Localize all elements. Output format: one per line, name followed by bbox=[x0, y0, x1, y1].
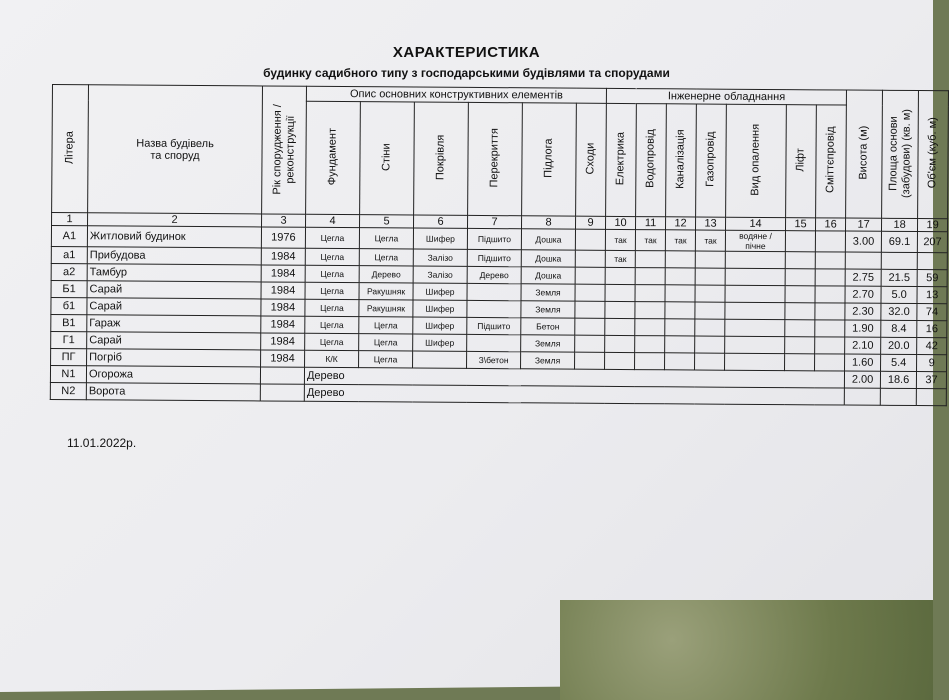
cell-sewer: так bbox=[665, 230, 695, 251]
cell-ceiling bbox=[467, 300, 521, 317]
cell-name: Гараж bbox=[87, 315, 261, 333]
cell-volume: 16 bbox=[917, 321, 947, 338]
cell-water bbox=[635, 251, 665, 268]
cell-year: 1976 bbox=[261, 227, 305, 248]
cell-ceiling: З\бетон bbox=[467, 351, 521, 368]
cell-lift bbox=[785, 354, 815, 371]
cell-garbage bbox=[815, 286, 845, 303]
cell-ceiling: Підшито bbox=[467, 249, 521, 266]
cell-water bbox=[635, 302, 665, 319]
cell-year: 1984 bbox=[261, 316, 305, 333]
cell-volume bbox=[917, 253, 947, 270]
cell-foundation: Цегла bbox=[305, 316, 359, 333]
header-ceiling: Перекриття bbox=[468, 102, 523, 215]
cell-sewer bbox=[665, 285, 695, 302]
cell-foundation: Цегла bbox=[305, 248, 359, 265]
column-number: 17 bbox=[846, 218, 882, 231]
cell-ceiling: Підшито bbox=[467, 317, 521, 334]
cell-walls: Ракушняк bbox=[359, 283, 413, 300]
cell-walls: Цегла bbox=[359, 249, 413, 266]
cell-year bbox=[260, 367, 304, 384]
column-number: 1 bbox=[52, 213, 88, 226]
cell-floor: Дошка bbox=[521, 250, 575, 267]
cell-heating bbox=[725, 285, 785, 302]
cell-year: 1984 bbox=[261, 282, 305, 299]
cell-floor: Дошка bbox=[521, 267, 575, 284]
column-number: 9 bbox=[575, 216, 605, 229]
column-number: 12 bbox=[666, 217, 696, 230]
cell-name: Сарай bbox=[87, 332, 261, 350]
cell-walls: Цегла bbox=[359, 351, 413, 368]
column-number: 4 bbox=[306, 214, 360, 227]
header-year: Рік спорудження / реконструкції bbox=[262, 86, 307, 214]
cell-garbage bbox=[815, 320, 845, 337]
cell-stairs bbox=[575, 229, 605, 250]
cell-area: 5.4 bbox=[881, 354, 917, 371]
header-floor: Підлога bbox=[522, 103, 577, 216]
cell-litera: А1 bbox=[51, 226, 87, 247]
cell-garbage bbox=[815, 269, 845, 286]
cell-electric bbox=[605, 318, 635, 335]
cell-name: Прибудова bbox=[87, 247, 261, 265]
column-number: 6 bbox=[414, 215, 468, 228]
header-walls: Стіни bbox=[360, 102, 415, 215]
cell-electric bbox=[605, 284, 635, 301]
cell-water bbox=[635, 285, 665, 302]
cell-gas bbox=[695, 302, 725, 319]
cell-floor: Дошка bbox=[521, 229, 575, 250]
header-litera: Літера bbox=[52, 85, 89, 213]
cell-floor: Земля bbox=[521, 284, 575, 301]
cell-material: Дерево bbox=[304, 367, 844, 388]
cell-gas bbox=[695, 285, 725, 302]
cell-lift bbox=[785, 252, 815, 269]
header-volume: Об'єм (куб. м) bbox=[918, 91, 949, 219]
cell-garbage bbox=[815, 252, 845, 269]
header-stairs: Сходи bbox=[576, 103, 607, 216]
cell-area: 8.4 bbox=[881, 320, 917, 337]
cell-gas bbox=[695, 353, 725, 370]
cell-electric: так bbox=[605, 250, 635, 267]
background-fabric bbox=[560, 600, 933, 700]
cell-stairs bbox=[575, 352, 605, 369]
cell-gas: так bbox=[695, 230, 725, 251]
cell-year: 1984 bbox=[261, 333, 305, 350]
cell-litera: Б1 bbox=[51, 280, 87, 297]
cell-roof: Шифер bbox=[413, 300, 467, 317]
header-garbage: Сміттєпровід bbox=[816, 105, 847, 218]
cell-gas bbox=[695, 268, 725, 285]
cell-volume bbox=[916, 389, 946, 406]
cell-height: 3.00 bbox=[845, 231, 881, 252]
header-group-engineering: Інженерне обладнання bbox=[606, 88, 846, 105]
header-heating: Вид опалення bbox=[726, 104, 787, 217]
cell-ceiling bbox=[467, 334, 521, 351]
column-number: 5 bbox=[360, 215, 414, 228]
cell-foundation: К/К bbox=[305, 350, 359, 367]
cell-roof: Шифер bbox=[413, 317, 467, 334]
column-number: 14 bbox=[726, 217, 786, 230]
cell-area: 69.1 bbox=[881, 231, 917, 252]
document-date: 11.01.2022р. bbox=[67, 436, 137, 450]
cell-lift bbox=[785, 303, 815, 320]
header-area: Площа основи (забудови) (кв. м) bbox=[882, 90, 919, 218]
cell-area bbox=[881, 252, 917, 269]
cell-lift bbox=[785, 231, 815, 252]
cell-year: 1984 bbox=[261, 350, 305, 367]
cell-year: 1984 bbox=[261, 299, 305, 316]
cell-walls: Дерево bbox=[359, 266, 413, 283]
cell-area: 5.0 bbox=[881, 286, 917, 303]
column-number: 18 bbox=[882, 218, 918, 231]
header-group-construction: Опис основних конструктивних елементів bbox=[306, 86, 606, 103]
cell-ceiling: Дерево bbox=[467, 266, 521, 283]
cell-electric bbox=[605, 335, 635, 352]
cell-electric: так bbox=[605, 229, 635, 250]
cell-year bbox=[260, 384, 304, 401]
column-number: 7 bbox=[468, 215, 522, 228]
cell-water bbox=[635, 268, 665, 285]
cell-walls: Цегла bbox=[359, 228, 413, 249]
cell-lift bbox=[785, 337, 815, 354]
document-title: ХАРАКТЕРИСТИКА bbox=[392, 44, 541, 61]
cell-litera: Г1 bbox=[51, 331, 87, 348]
cell-heating bbox=[725, 268, 785, 285]
cell-garbage bbox=[815, 354, 845, 371]
column-number: 3 bbox=[262, 214, 306, 227]
cell-roof bbox=[413, 351, 467, 368]
cell-gas bbox=[695, 319, 725, 336]
cell-height: 2.30 bbox=[845, 303, 881, 320]
cell-walls: Ракушняк bbox=[359, 300, 413, 317]
cell-stairs bbox=[575, 284, 605, 301]
cell-water: так bbox=[635, 230, 665, 251]
cell-volume: 9 bbox=[917, 355, 947, 372]
cell-lift bbox=[785, 320, 815, 337]
cell-ceiling: Підшито bbox=[467, 228, 521, 249]
cell-volume: 207 bbox=[917, 232, 947, 253]
cell-foundation: Цегла bbox=[305, 333, 359, 350]
cell-water bbox=[635, 319, 665, 336]
cell-lift bbox=[785, 269, 815, 286]
header-gas: Газопровід bbox=[696, 104, 727, 217]
column-number: 13 bbox=[696, 217, 726, 230]
cell-litera: ПГ bbox=[51, 348, 87, 365]
cell-roof: Шифер bbox=[413, 283, 467, 300]
cell-foundation: Цегла bbox=[305, 227, 359, 248]
header-height: Висота (м) bbox=[846, 90, 883, 218]
cell-electric bbox=[605, 352, 635, 369]
cell-water bbox=[635, 336, 665, 353]
cell-area: 21.5 bbox=[881, 269, 917, 286]
cell-walls: Цегла bbox=[359, 334, 413, 351]
cell-sewer bbox=[665, 336, 695, 353]
cell-heating bbox=[725, 336, 785, 353]
header-lift: Ліфт bbox=[786, 105, 817, 218]
cell-area: 18.6 bbox=[881, 371, 917, 388]
cell-area: 20.0 bbox=[881, 337, 917, 354]
cell-height bbox=[844, 388, 880, 405]
cell-gas bbox=[695, 251, 725, 268]
cell-heating bbox=[725, 353, 785, 370]
cell-volume: 13 bbox=[917, 287, 947, 304]
header-water: Водопровід bbox=[636, 104, 667, 217]
cell-name: Сарай bbox=[87, 281, 261, 299]
cell-stairs bbox=[575, 267, 605, 284]
cell-sewer bbox=[665, 353, 695, 370]
cell-area: 32.0 bbox=[881, 303, 917, 320]
header-roof: Покрівля bbox=[414, 102, 469, 215]
cell-roof: Залізо bbox=[413, 266, 467, 283]
cell-floor: Бетон bbox=[521, 318, 575, 335]
cell-walls: Цегла bbox=[359, 317, 413, 334]
cell-roof: Шифер bbox=[413, 228, 467, 249]
cell-foundation: Цегла bbox=[305, 265, 359, 282]
column-number: 16 bbox=[816, 218, 846, 231]
cell-roof: Залізо bbox=[413, 249, 467, 266]
cell-name: Ворота bbox=[86, 383, 260, 401]
document-subtitle: будинку садибного типу з господарськими будівлями та спорудами bbox=[263, 66, 670, 80]
cell-height: 1.90 bbox=[845, 320, 881, 337]
cell-year: 1984 bbox=[261, 265, 305, 282]
column-number: 19 bbox=[918, 219, 948, 232]
cell-stairs bbox=[575, 335, 605, 352]
header-name: Назва будівель та споруд bbox=[88, 85, 263, 214]
cell-roof: Шифер bbox=[413, 334, 467, 351]
cell-sewer bbox=[665, 268, 695, 285]
column-number: 2 bbox=[88, 213, 262, 227]
cell-litera: а2 bbox=[51, 263, 87, 280]
cell-name: Житловий будинок bbox=[87, 226, 261, 248]
cell-volume: 74 bbox=[917, 304, 947, 321]
cell-year: 1984 bbox=[261, 248, 305, 265]
cell-sewer bbox=[665, 319, 695, 336]
cell-litera: В1 bbox=[51, 314, 87, 331]
cell-floor: Земля bbox=[521, 301, 575, 318]
cell-stairs bbox=[575, 250, 605, 267]
cell-heating bbox=[725, 251, 785, 268]
cell-height bbox=[845, 252, 881, 269]
cell-floor: Земля bbox=[521, 335, 575, 352]
cell-garbage bbox=[815, 337, 845, 354]
cell-water bbox=[635, 353, 665, 370]
cell-height: 2.00 bbox=[845, 371, 881, 388]
cell-litera: N2 bbox=[50, 382, 86, 399]
column-number: 10 bbox=[606, 216, 636, 229]
cell-volume: 37 bbox=[917, 372, 947, 389]
cell-sewer bbox=[665, 302, 695, 319]
header-sewer: Каналізація bbox=[666, 104, 697, 217]
cell-stairs bbox=[575, 318, 605, 335]
cell-foundation: Цегла bbox=[305, 299, 359, 316]
cell-height: 2.10 bbox=[845, 337, 881, 354]
cell-height: 2.70 bbox=[845, 286, 881, 303]
cell-name: Сарай bbox=[87, 298, 261, 316]
header-electric: Електрика bbox=[606, 103, 637, 216]
cell-height: 1.60 bbox=[845, 354, 881, 371]
cell-litera: а1 bbox=[51, 246, 87, 263]
cell-litera: N1 bbox=[50, 365, 86, 382]
cell-name: Огорожа bbox=[86, 366, 260, 384]
cell-foundation: Цегла bbox=[305, 282, 359, 299]
cell-heating bbox=[725, 302, 785, 319]
cell-ceiling bbox=[467, 283, 521, 300]
cell-area bbox=[880, 388, 916, 405]
cell-volume: 42 bbox=[917, 338, 947, 355]
characteristics-table bbox=[50, 84, 949, 406]
cell-stairs bbox=[575, 301, 605, 318]
cell-heating bbox=[725, 319, 785, 336]
cell-electric bbox=[605, 301, 635, 318]
cell-sewer bbox=[665, 251, 695, 268]
cell-garbage bbox=[815, 303, 845, 320]
cell-height: 2.75 bbox=[845, 269, 881, 286]
column-number: 8 bbox=[522, 216, 576, 229]
column-number: 11 bbox=[636, 217, 666, 230]
cell-lift bbox=[785, 286, 815, 303]
column-number: 15 bbox=[786, 218, 816, 231]
cell-garbage bbox=[815, 231, 845, 252]
cell-volume: 59 bbox=[917, 270, 947, 287]
cell-name: Погріб bbox=[87, 349, 261, 367]
cell-name: Тамбур bbox=[87, 264, 261, 282]
cell-heating: водяне / пічне bbox=[725, 230, 785, 251]
building-rows bbox=[50, 226, 947, 406]
cell-material: Дерево bbox=[304, 384, 844, 405]
cell-litera: б1 bbox=[51, 297, 87, 314]
cell-gas bbox=[695, 336, 725, 353]
cell-floor: Земля bbox=[521, 352, 575, 369]
header-foundation: Фундамент bbox=[306, 101, 361, 214]
cell-electric bbox=[605, 267, 635, 284]
